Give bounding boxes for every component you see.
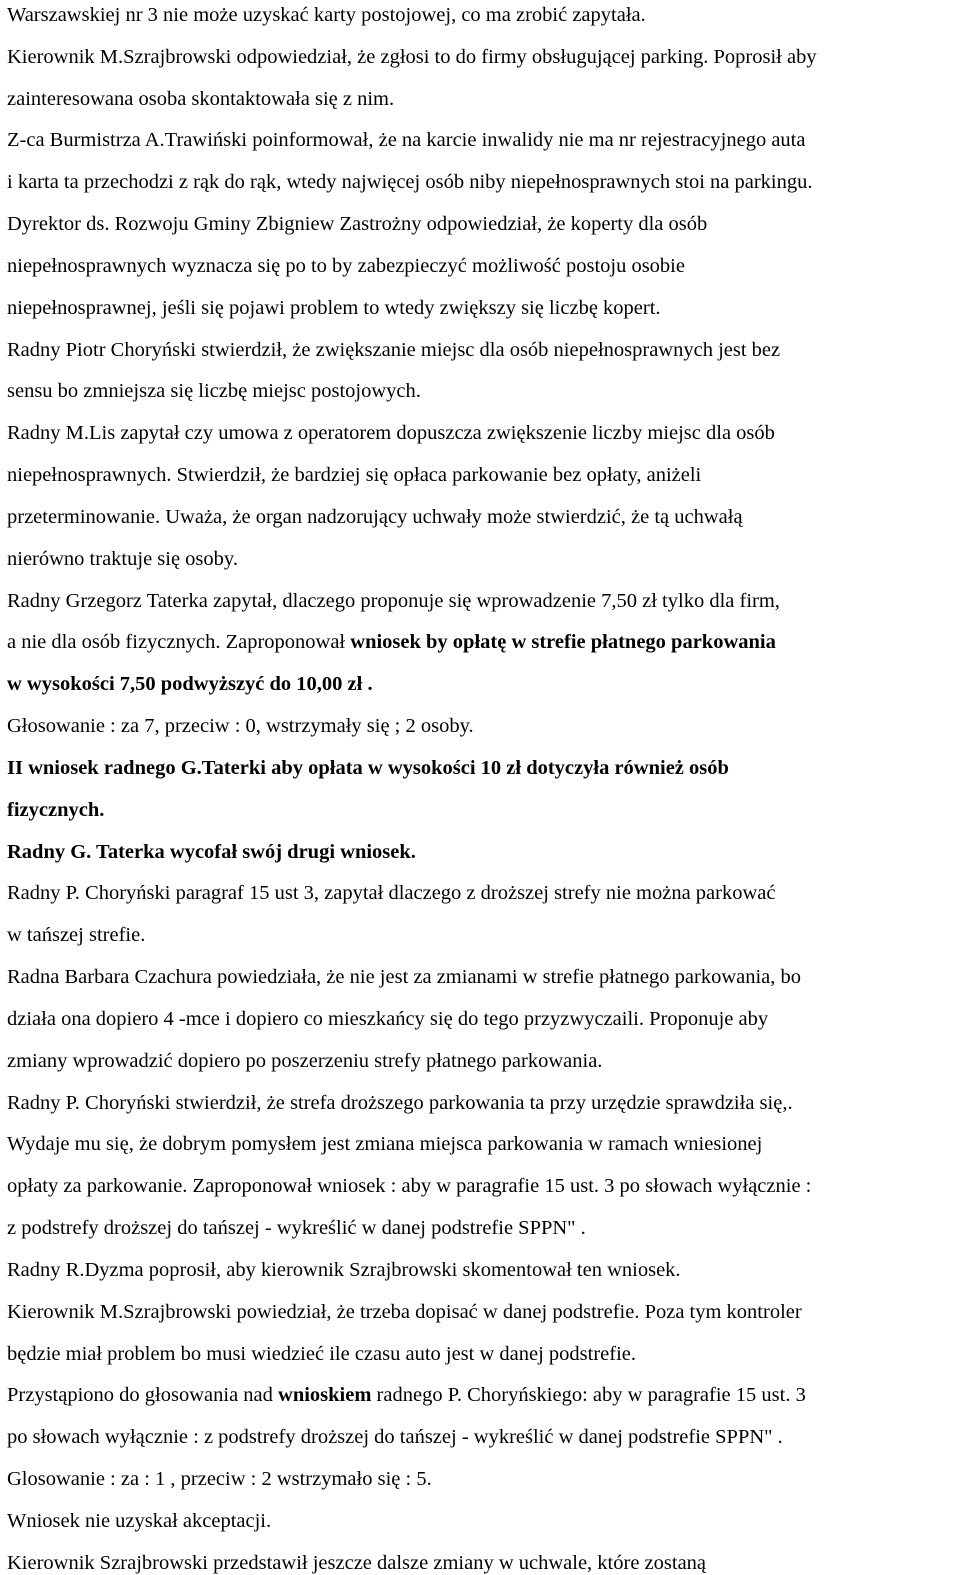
text-run: z podstrefy droższej do tańszej - wykreślić w danej podstrefie SPPN" .	[7, 1217, 586, 1239]
text-line	[7, 840, 416, 864]
text-run: Glosowanie : za : 1 , przeciw : 2 wstrzymało się : 5.	[7, 1468, 432, 1490]
text-line	[7, 1216, 586, 1240]
text-line	[7, 3, 646, 27]
text-line	[7, 1007, 768, 1031]
text-line	[7, 170, 813, 194]
text-line	[7, 45, 817, 69]
text-run: Kierownik M.Szrajbrowski odpowiedział, że zgłosi to do firmy obsługującej parking. Poprosił aby	[7, 46, 817, 68]
bold-text-run: w wysokości 7,50 podwyższyć do 10,00 zł .	[7, 673, 373, 695]
text-run: w tańszej strefie.	[7, 924, 146, 946]
text-line	[7, 212, 707, 236]
text-run: Przystąpiono do głosowania nad	[7, 1384, 279, 1406]
text-line	[7, 379, 421, 403]
text-run: po słowach wyłącznie : z podstrefy droższej do tańszej - wykreślić w danej podstrefie SPPN" .	[7, 1426, 783, 1448]
bold-text-run: wnioskiem	[278, 1384, 372, 1406]
text-line	[7, 1132, 762, 1156]
text-run: będzie miał problem bo musi wiedzieć ile czasu auto jest w danej podstrefie.	[7, 1343, 637, 1365]
text-line	[7, 1091, 793, 1115]
text-run: Kierownik M.Szrajbrowski powiedział, że trzeba dopisać w danej podstrefie. Poza tym kontroler	[7, 1301, 802, 1323]
text-line	[7, 965, 801, 989]
text-run: Radny M.Lis zapytał czy umowa z operatorem dopuszcza zwiększenie liczby miejsc dla osób	[7, 422, 775, 444]
text-line	[7, 505, 743, 529]
text-run: nierówno traktuje się osoby.	[7, 548, 238, 570]
text-run: niepełnosprawnych. Stwierdził, że bardziej się opłaca parkowanie bez opłaty, aniżeli	[7, 464, 702, 486]
text-run: radnego P. Choryńskiego: aby w paragrafie 15 ust. 3	[371, 1384, 806, 1406]
text-run: Radny P. Choryński stwierdził, że strefa droższego parkowania ta przy urzędzie sprawdziła się,.	[7, 1092, 793, 1114]
text-line	[7, 1174, 811, 1198]
text-run: i karta ta przechodzi z rąk do rąk, wtedy najwięcej osób niby niepełnosprawnych stoi na parkingu.	[7, 171, 813, 193]
text-run: Wniosek nie uzyskał akceptacji.	[7, 1510, 272, 1532]
text-run: niepełnosprawnej, jeśli się pojawi problem to wtedy zwiększy się liczbę kopert.	[7, 297, 661, 319]
text-run: Wydaje mu się, że dobrym pomysłem jest zmiana miejsca parkowania w ramach wniesionej	[7, 1133, 763, 1155]
text-line	[7, 923, 145, 947]
text-line	[7, 798, 104, 822]
text-line	[7, 463, 701, 487]
text-run: zmiany wprowadzić dopiero po poszerzeniu strefy płatnego parkowania.	[7, 1050, 603, 1072]
text-line	[7, 1300, 802, 1324]
text-line	[7, 296, 661, 320]
text-run: sensu bo zmniejsza się liczbę miejsc postojowych.	[7, 380, 421, 402]
text-line	[7, 1342, 636, 1366]
bold-text-run: II wniosek radnego G.Taterki aby opłata w wysokości 10 zł dotyczyła również osób	[7, 757, 729, 779]
text-line	[7, 87, 394, 111]
text-line	[7, 630, 776, 654]
text-run: Kierownik Szrajbrowski przedstawił jeszcze dalsze zmiany w uchwale, które zostaną	[7, 1552, 707, 1574]
text-line	[7, 589, 780, 613]
text-run: Warszawskiej nr 3 nie może uzyskać karty postojowej, co ma zrobić zapytała.	[7, 4, 646, 26]
text-run: Radna Barbara Czachura powiedziała, że nie jest za zmianami w strefie płatnego parkowania, bo	[7, 966, 802, 988]
text-run: Dyrektor ds. Rozwoju Gminy Zbigniew Zastrożny odpowiedział, że koperty dla osób	[7, 213, 708, 235]
text-line	[7, 1509, 271, 1533]
text-line	[7, 421, 775, 445]
text-run: zainteresowana osoba skontaktowała się z nim.	[7, 88, 395, 110]
text-line	[7, 1383, 806, 1407]
text-line	[7, 672, 373, 696]
bold-text-run: fizycznych.	[7, 799, 105, 821]
text-run: Radny Grzegorz Taterka zapytał, dlaczego proponuje się wprowadzenie 7,50 zł tylko dla firm,	[7, 590, 780, 612]
text-line	[7, 547, 238, 571]
text-line	[7, 881, 776, 905]
text-line	[7, 338, 780, 362]
text-run: a nie dla osób fizycznych. Zaproponował	[7, 631, 351, 653]
text-run: Z-ca Burmistrza A.Trawiński poinformował, że na karcie inwalidy nie ma nr rejestracyjnego auta	[7, 129, 806, 151]
text-line	[7, 1049, 602, 1073]
text-run: opłaty za parkowanie. Zaproponował wniosek : aby w paragrafie 15 ust. 3 po słowach wyłącznie :	[7, 1175, 812, 1197]
text-line	[7, 1467, 432, 1491]
text-run: Radny P. Choryński paragraf 15 ust 3, zapytał dlaczego z droższej strefy nie można parkować	[7, 882, 776, 904]
bold-text-run: wniosek by opłatę w strefie płatnego parkowania	[350, 631, 776, 653]
text-run: Radny R.Dyzma poprosił, aby kierownik Szrajbrowski skomentował ten wniosek.	[7, 1259, 681, 1281]
text-run: Głosowanie : za 7, przeciw : 0, wstrzymały się ; 2 osoby.	[7, 715, 474, 737]
text-line	[7, 128, 805, 152]
text-line	[7, 1258, 681, 1282]
text-line	[7, 1551, 706, 1575]
text-line	[7, 756, 729, 780]
text-line	[7, 714, 474, 738]
bold-text-run: Radny G. Taterka wycofał swój drugi wniosek.	[7, 841, 416, 863]
text-line	[7, 1425, 783, 1449]
text-line	[7, 254, 685, 278]
text-run: niepełnosprawnych wyznacza się po to by zabezpieczyć możliwość postoju osobie	[7, 255, 685, 277]
text-run: przeterminowanie. Uważa, że organ nadzorujący uchwały może stwierdzić, że tą uchwałą	[7, 506, 743, 528]
text-run: działa ona dopiero 4 -mce i dopiero co mieszkańcy się do tego przyzwyczaili. Proponuje aby	[7, 1008, 769, 1030]
text-run: Radny Piotr Choryński stwierdził, że zwiększanie miejsc dla osób niepełnosprawnych jest bez	[7, 339, 781, 361]
